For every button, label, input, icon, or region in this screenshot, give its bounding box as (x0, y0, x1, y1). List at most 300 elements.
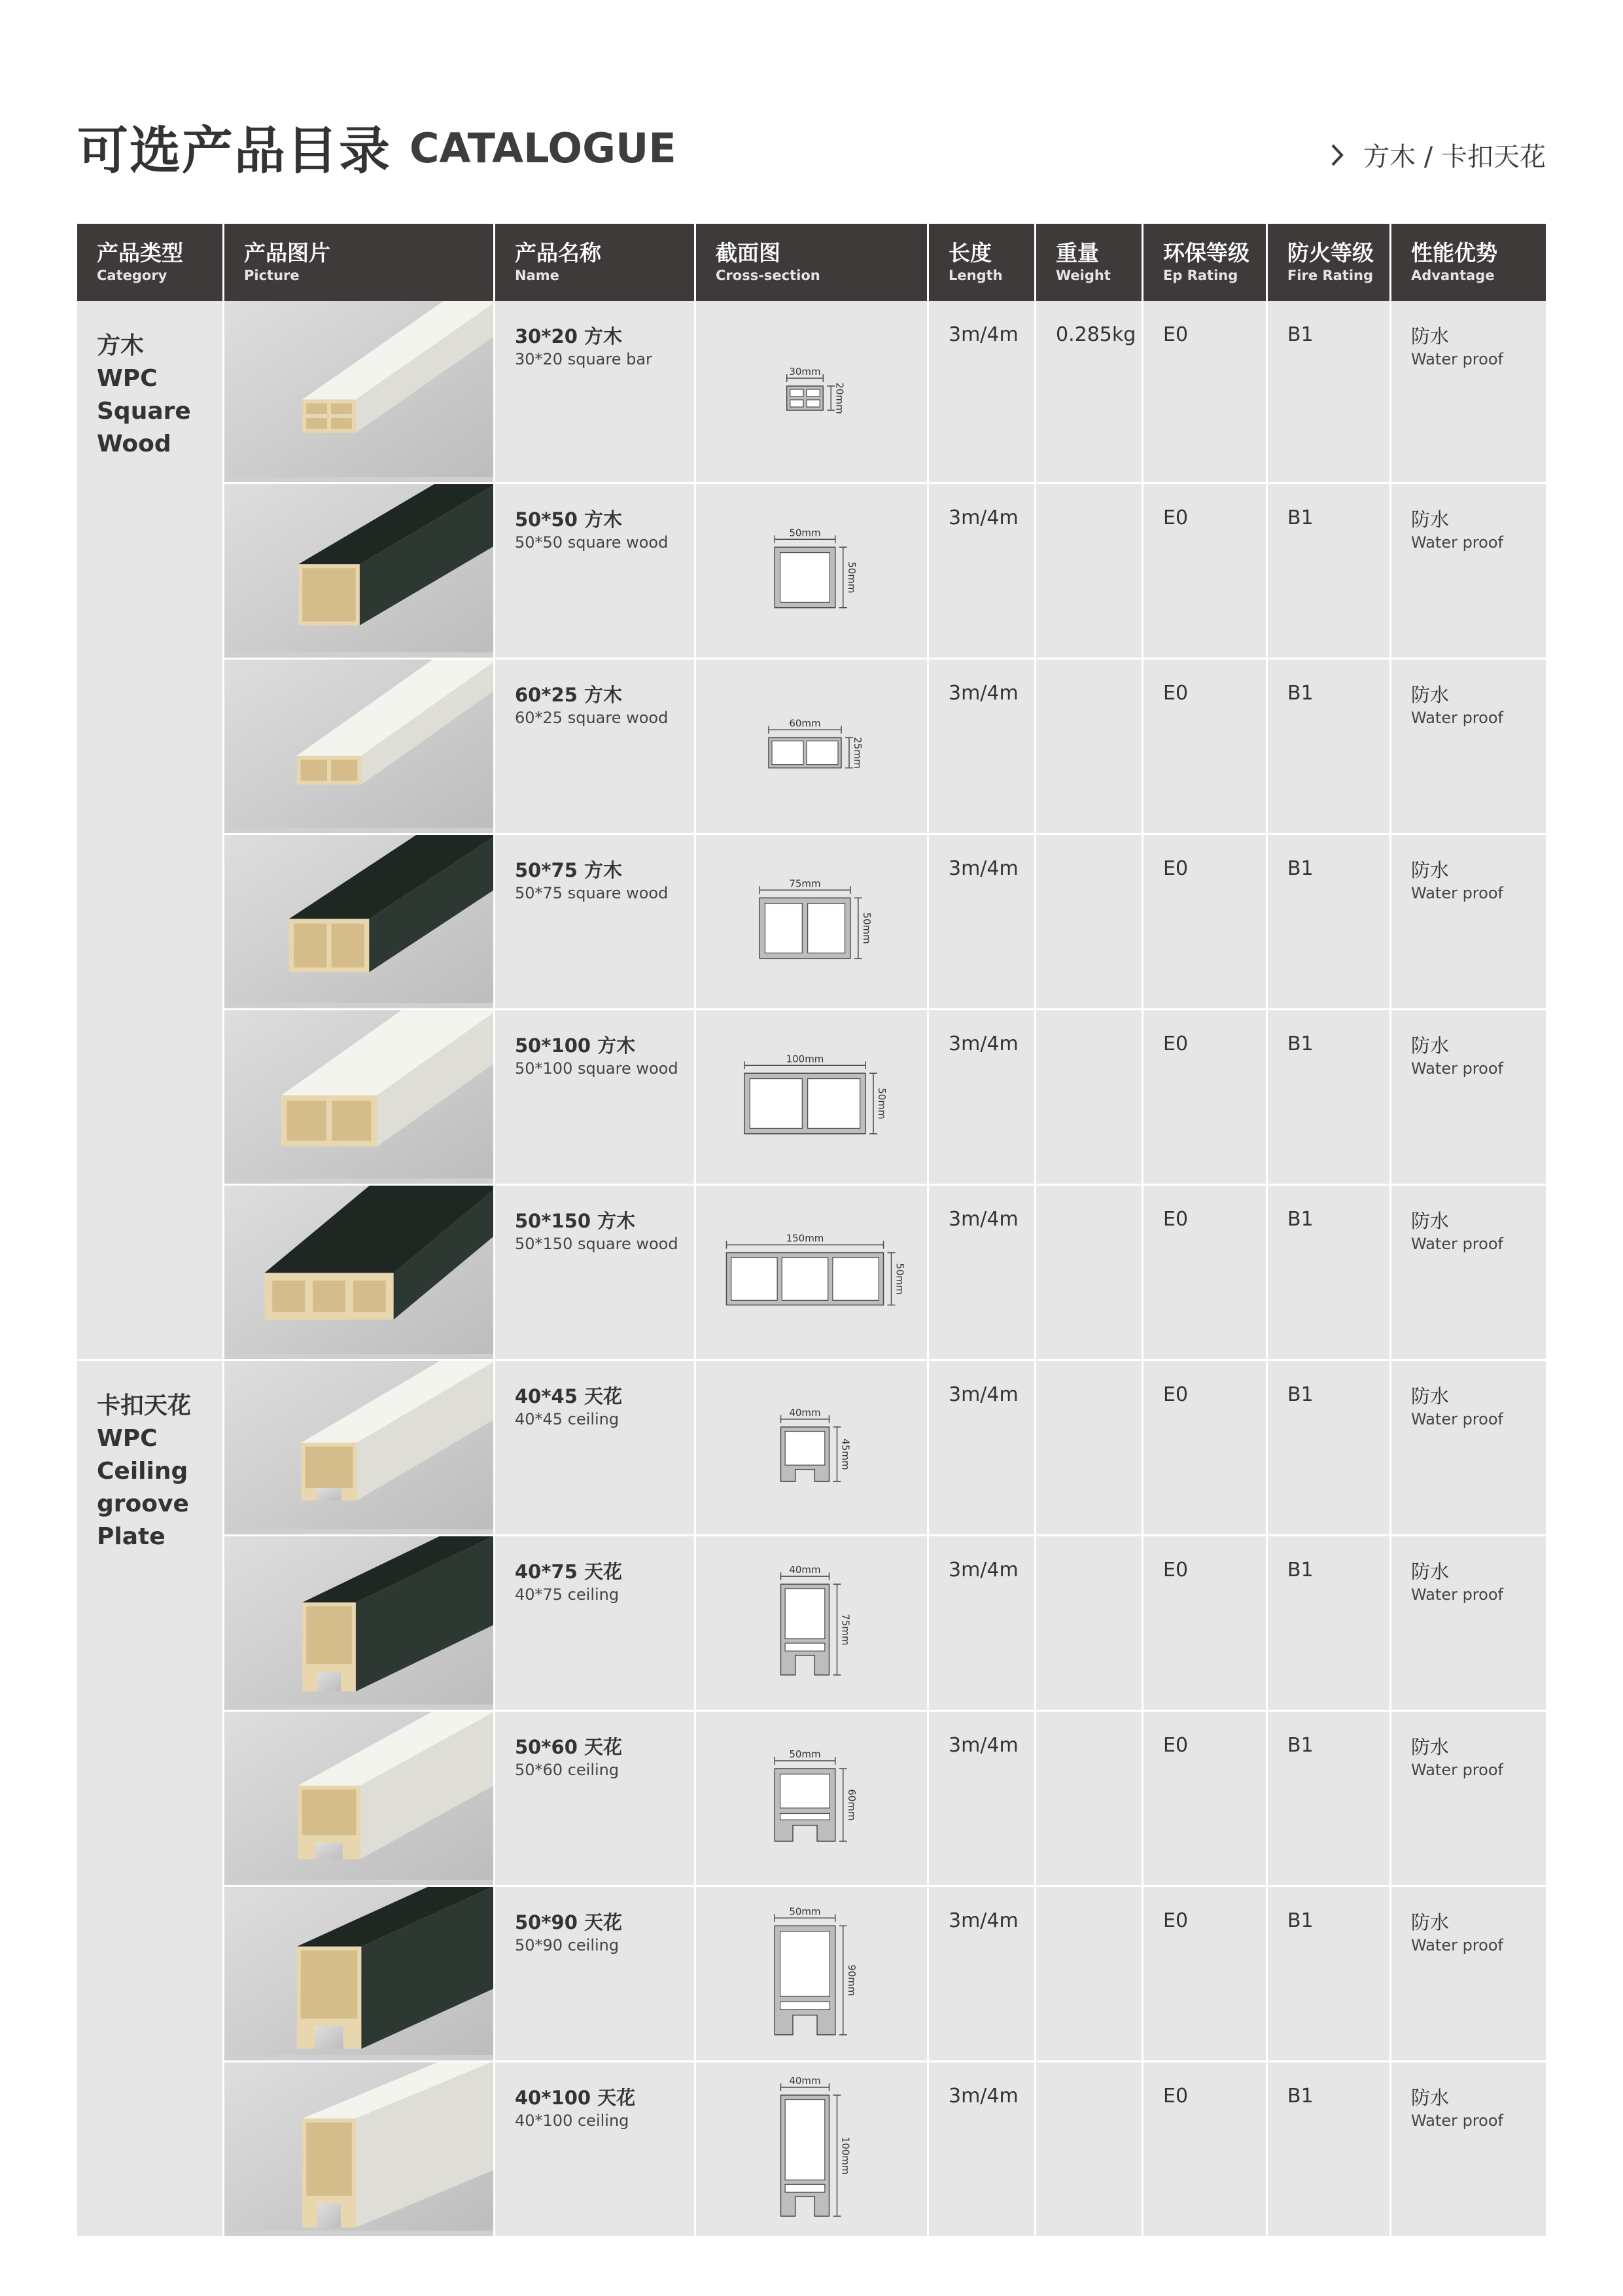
fire-rating-cell (1268, 1010, 1391, 1186)
product-name-en: 50*100 square wood (515, 1059, 678, 1078)
advantage-en: Water proof (1411, 2111, 1503, 2130)
section-hollow (780, 1932, 830, 1997)
product-name-en: 40*45 ceiling (515, 1410, 620, 1428)
col-header-en: Category (97, 268, 167, 283)
dimension-height-label: 60mm (845, 1789, 858, 1821)
table-body (77, 301, 1546, 2238)
length-value: 3m/4m (949, 682, 1019, 705)
advantage-cn: 防水 (1411, 1034, 1450, 1057)
profile-groove (317, 2204, 341, 2228)
ep-rating-value: E0 (1163, 1033, 1189, 1055)
profile-hollow (301, 760, 327, 781)
dimension-width-label: 50mm (789, 527, 821, 539)
product-name-en: 40*100 ceiling (515, 2111, 629, 2130)
col-header-cross-section (696, 224, 929, 301)
product-name-cn: 60*25 方木 (515, 684, 622, 706)
col-header-en: Picture (244, 268, 300, 283)
fire-rating-cell (1268, 484, 1391, 660)
col-header-en: Ep Rating (1163, 268, 1238, 283)
dimension-height-label: 90mm (845, 1964, 858, 1996)
advantage-cn: 防水 (1411, 325, 1450, 347)
length-value: 3m/4m (949, 506, 1019, 529)
weight-value: 0.285kg (1056, 323, 1136, 346)
cross-section-cell (696, 1712, 929, 1887)
dimension-width-label: 50mm (789, 1748, 821, 1760)
dimension-height-label: 50mm (860, 912, 873, 944)
advantage-en: Water proof (1411, 884, 1503, 902)
product-picture-cell (224, 1186, 495, 1361)
col-header-ep-rating (1143, 224, 1268, 301)
advantage-cell (1391, 301, 1546, 484)
ep-rating-cell (1143, 660, 1268, 835)
dimension-width-label: 60mm (789, 717, 821, 730)
dimension-width-label: 40mm (789, 2075, 821, 2087)
section-hollow (785, 2100, 825, 2180)
product-name-cn: 30*20 方木 (515, 325, 622, 347)
advantage-en: Water proof (1411, 1410, 1503, 1428)
profile-hollow (306, 404, 327, 415)
advantage-en: Water proof (1411, 1936, 1503, 1954)
page-header (77, 110, 1546, 182)
fire-rating-cell (1268, 301, 1391, 484)
table-header-row (77, 224, 1546, 301)
product-name-cell (495, 835, 696, 1010)
advantage-en: Water proof (1411, 1585, 1503, 1604)
length-cell (929, 1010, 1036, 1186)
weight-cell (1036, 301, 1143, 484)
dimension-width-label: 30mm (789, 366, 821, 378)
advantage-cn: 防水 (1411, 2087, 1450, 2109)
product-picture (224, 1010, 493, 1178)
product-name-cell (495, 660, 696, 835)
table-row (77, 1010, 1546, 1186)
cross-section-cell (696, 484, 929, 660)
col-header-cn: 截面图 (716, 240, 780, 266)
profile-hollow (331, 760, 357, 781)
profile-groove (317, 1488, 341, 1500)
ep-rating-value: E0 (1163, 1559, 1189, 1581)
fire-rating-value: B1 (1287, 1559, 1314, 1581)
product-picture-cell (224, 1536, 495, 1712)
product-picture-cell (224, 484, 495, 660)
product-picture-cell (224, 1010, 495, 1186)
cross-section-diagram (696, 660, 927, 828)
section-hollow (808, 1079, 860, 1129)
table-row (77, 301, 1546, 484)
product-name-cn: 50*150 方木 (515, 1210, 636, 1232)
ep-rating-value: E0 (1163, 682, 1189, 705)
product-picture (224, 1361, 493, 1529)
col-header-cn: 性能优势 (1411, 240, 1497, 266)
length-cell (929, 1536, 1036, 1712)
product-name-cell (495, 301, 696, 484)
product-name-en: 30*20 square bar (515, 350, 652, 368)
ep-rating-cell (1143, 2062, 1268, 2238)
fire-rating-cell (1268, 1887, 1391, 2062)
profile-hollow (294, 924, 326, 968)
length-cell (929, 1887, 1036, 2062)
cross-section-diagram (696, 2062, 927, 2231)
product-name-cell (495, 1010, 696, 1186)
advantage-en: Water proof (1411, 1059, 1503, 1078)
length-value: 3m/4m (949, 2085, 1019, 2108)
col-header-weight (1036, 224, 1143, 301)
cross-section-cell (696, 1010, 929, 1186)
length-value: 3m/4m (949, 1909, 1019, 1932)
advantage-cn: 防水 (1411, 1210, 1450, 1232)
product-name-cn: 50*50 方木 (515, 508, 622, 531)
product-name-cn: 50*75 方木 (515, 859, 622, 881)
table-row (77, 1712, 1546, 1887)
profile-hollow (353, 1280, 386, 1312)
dimension-width-label: 50mm (789, 1905, 821, 1918)
fire-rating-value: B1 (1287, 323, 1314, 346)
dimension-height-label: 50mm (894, 1263, 906, 1295)
length-cell (929, 660, 1036, 835)
dimension-width-label: 40mm (789, 1406, 821, 1419)
product-picture-cell (224, 835, 495, 1010)
profile-hollow (302, 568, 356, 622)
weight-cell (1036, 835, 1143, 1010)
product-name-en: 40*75 ceiling (515, 1585, 620, 1604)
advantage-cn: 防水 (1411, 1385, 1450, 1407)
weight-cell (1036, 1186, 1143, 1361)
product-name-cell (495, 1887, 696, 2062)
product-name-en: 50*50 square wood (515, 533, 669, 552)
product-name-cell (495, 1536, 696, 1712)
dimension-width-label: 75mm (789, 877, 821, 890)
product-picture (224, 2062, 493, 2231)
profile-groove (315, 1843, 343, 1859)
col-header-en: Weight (1056, 268, 1111, 283)
advantage-en: Water proof (1411, 709, 1503, 727)
ep-rating-cell (1143, 1361, 1268, 1536)
product-picture (224, 1887, 493, 2055)
weight-cell (1036, 1010, 1143, 1186)
advantage-cell (1391, 1186, 1546, 1361)
product-picture-cell (224, 660, 495, 835)
product-picture (224, 484, 493, 652)
weight-cell (1036, 1712, 1143, 1887)
cross-section-cell (696, 2062, 929, 2238)
fire-rating-value: B1 (1287, 1909, 1314, 1932)
category-cell (77, 1361, 224, 2238)
length-value: 3m/4m (949, 857, 1019, 880)
length-value: 3m/4m (949, 1734, 1019, 1757)
cross-section-diagram (696, 835, 927, 1003)
table-row (77, 484, 1546, 660)
section-hollow (807, 741, 838, 764)
page-title-en: CATALOGUE (410, 124, 676, 172)
fire-rating-value: B1 (1287, 1734, 1314, 1757)
breadcrumb[interactable] (1331, 136, 1546, 173)
cross-section-cell (696, 1361, 929, 1536)
ep-rating-value: E0 (1163, 857, 1189, 880)
profile-hollow (313, 1280, 345, 1312)
fire-rating-cell (1268, 1186, 1391, 1361)
section-hollow (807, 400, 820, 407)
profile-groove (317, 1672, 341, 1691)
fire-rating-value: B1 (1287, 682, 1314, 705)
fire-rating-value: B1 (1287, 506, 1314, 529)
advantage-cell (1391, 1887, 1546, 2062)
section-hollow (765, 904, 802, 953)
col-header-cn: 长度 (949, 240, 992, 266)
dimension-height-label: 75mm (839, 1614, 852, 1646)
product-picture-cell (224, 301, 495, 484)
dimension-height-label: 100mm (839, 2136, 852, 2175)
catalogue-table (77, 224, 1546, 2238)
col-header-cn: 产品图片 (244, 240, 330, 266)
profile-hollow (302, 1790, 356, 1835)
product-name-cell (495, 1361, 696, 1536)
product-name-cn: 40*75 天花 (515, 1561, 622, 1583)
advantage-cell (1391, 484, 1546, 660)
fire-rating-cell (1268, 1536, 1391, 1712)
chevron-right-icon (1331, 143, 1344, 167)
product-picture (224, 1536, 493, 1704)
advantage-cell (1391, 1010, 1546, 1186)
cross-section-diagram (696, 1536, 927, 1704)
product-picture (224, 1712, 493, 1880)
section-slot (785, 1643, 825, 1651)
product-picture-cell (224, 1887, 495, 2062)
ep-rating-cell (1143, 1536, 1268, 1712)
dimension-height-label: 50mm (845, 561, 858, 593)
profile-hollow (331, 404, 352, 415)
dimension-width-label: 100mm (786, 1053, 824, 1065)
cross-section-diagram (696, 1010, 927, 1178)
profile-hollow (306, 1606, 352, 1664)
fire-rating-value: B1 (1287, 857, 1314, 880)
weight-cell (1036, 660, 1143, 835)
ep-rating-value: E0 (1163, 323, 1189, 346)
table-row (77, 1186, 1546, 1361)
col-header-cn: 产品类型 (97, 240, 183, 266)
length-cell (929, 1361, 1036, 1536)
fire-rating-cell (1268, 2062, 1391, 2238)
col-header-advantage (1391, 224, 1546, 301)
section-hollow (785, 1589, 825, 1639)
weight-cell (1036, 1887, 1143, 2062)
breadcrumb-label: 方木 / 卡扣天花 (1363, 142, 1546, 172)
col-header-picture (224, 224, 495, 301)
length-cell (929, 1186, 1036, 1361)
weight-cell (1036, 484, 1143, 660)
product-name-en: 50*60 ceiling (515, 1761, 620, 1779)
product-name-cn: 50*90 天花 (515, 1911, 622, 1934)
ep-rating-cell (1143, 1712, 1268, 1887)
profile-hollow (332, 924, 364, 968)
section-hollow (808, 904, 845, 953)
advantage-en: Water proof (1411, 1761, 1503, 1779)
cross-section-diagram (696, 484, 927, 652)
category-label: 方木 WPC Square Wood (97, 332, 191, 457)
product-picture-cell (224, 2062, 495, 2238)
fire-rating-value: B1 (1287, 2085, 1314, 2108)
advantage-en: Water proof (1411, 533, 1503, 552)
cross-section-diagram (696, 1361, 927, 1529)
col-header-length (929, 224, 1036, 301)
fire-rating-cell (1268, 1712, 1391, 1887)
length-value: 3m/4m (949, 1208, 1019, 1231)
dimension-width-label: 150mm (786, 1232, 824, 1245)
ep-rating-value: E0 (1163, 2085, 1189, 2108)
profile-hollow (306, 418, 327, 429)
fire-rating-cell (1268, 1361, 1391, 1536)
cross-section-cell (696, 1887, 929, 2062)
advantage-cell (1391, 1361, 1546, 1536)
section-hollow (833, 1258, 879, 1301)
dimension-height-label: 25mm (852, 737, 864, 769)
table-row (77, 1361, 1546, 1536)
ep-rating-value: E0 (1163, 506, 1189, 529)
length-cell (929, 835, 1036, 1010)
advantage-cn: 防水 (1411, 1911, 1450, 1934)
cross-section-diagram (696, 301, 927, 477)
profile-groove (315, 2026, 343, 2049)
ep-rating-cell (1143, 835, 1268, 1010)
length-cell (929, 2062, 1036, 2238)
fire-rating-value: B1 (1287, 1033, 1314, 1055)
col-header-en: Name (515, 268, 559, 283)
advantage-cell (1391, 835, 1546, 1010)
advantage-cell (1391, 2062, 1546, 2238)
advantage-cell (1391, 1536, 1546, 1712)
fire-rating-value: B1 (1287, 1208, 1314, 1231)
ep-rating-cell (1143, 1010, 1268, 1186)
table-row (77, 660, 1546, 835)
product-name-cell (495, 1712, 696, 1887)
section-slot (780, 1813, 830, 1820)
col-header-en: Advantage (1411, 268, 1495, 283)
section-hollow (731, 1258, 777, 1301)
length-cell (929, 1712, 1036, 1887)
product-name-cell (495, 2062, 696, 2238)
cross-section-cell (696, 1536, 929, 1712)
profile-hollow (331, 418, 352, 429)
product-picture (224, 835, 493, 1003)
product-name-cn: 50*100 方木 (515, 1034, 636, 1057)
product-name-en: 50*75 square wood (515, 884, 669, 902)
advantage-cell (1391, 1712, 1546, 1887)
length-value: 3m/4m (949, 1383, 1019, 1406)
cross-section-cell (696, 660, 929, 835)
ep-rating-cell (1143, 1887, 1268, 2062)
table-row (77, 1887, 1546, 2062)
fire-rating-cell (1268, 660, 1391, 835)
cross-section-diagram (696, 1887, 927, 2055)
profile-hollow (306, 2123, 352, 2196)
product-name-en: 50*90 ceiling (515, 1936, 620, 1954)
profile-hollow (332, 1101, 371, 1141)
product-name-cn: 50*60 天花 (515, 1736, 622, 1758)
profile-hollow (272, 1280, 305, 1312)
ep-rating-cell (1143, 301, 1268, 484)
col-header-fire-rating (1268, 224, 1391, 301)
cross-section-cell (696, 301, 929, 484)
section-hollow (790, 400, 803, 407)
advantage-cn: 防水 (1411, 1561, 1450, 1583)
advantage-cn: 防水 (1411, 859, 1450, 881)
section-hollow (750, 1079, 802, 1129)
col-header-en: Length (949, 268, 1003, 283)
col-header-category (77, 224, 224, 301)
fire-rating-value: B1 (1287, 1383, 1314, 1406)
profile-hollow (305, 1447, 353, 1488)
section-hollow (780, 553, 830, 603)
fire-rating-cell (1268, 835, 1391, 1010)
section-hollow (785, 1432, 825, 1466)
section-hollow (807, 389, 820, 397)
col-header-en: Fire Rating (1287, 268, 1374, 283)
product-name-cell (495, 484, 696, 660)
advantage-cell (1391, 660, 1546, 835)
product-picture (224, 1186, 493, 1354)
product-picture (224, 301, 493, 477)
section-slot (780, 2002, 830, 2009)
dimension-height-label: 20mm (833, 382, 846, 414)
cross-section-cell (696, 1186, 929, 1361)
advantage-en: Water proof (1411, 350, 1503, 368)
advantage-cn: 防水 (1411, 508, 1450, 531)
product-name-en: 50*150 square wood (515, 1235, 678, 1253)
col-header-en: Cross-section (716, 268, 820, 283)
dimension-height-label: 45mm (839, 1438, 852, 1470)
category-cell (77, 301, 224, 1361)
length-value: 3m/4m (949, 1033, 1019, 1055)
section-hollow (780, 1774, 830, 1808)
dimension-height-label: 50mm (876, 1087, 888, 1120)
col-header-cn: 产品名称 (515, 240, 601, 266)
product-picture-cell (224, 1712, 495, 1887)
length-value: 3m/4m (949, 1559, 1019, 1581)
cross-section-diagram (696, 1186, 927, 1354)
table-row (77, 1536, 1546, 1712)
ep-rating-cell (1143, 484, 1268, 660)
section-hollow (782, 1258, 828, 1301)
ep-rating-value: E0 (1163, 1383, 1189, 1406)
length-cell (929, 301, 1036, 484)
product-picture (224, 660, 493, 828)
section-slot (785, 2184, 825, 2192)
section-hollow (772, 741, 803, 764)
col-header-name (495, 224, 696, 301)
advantage-cn: 防水 (1411, 1736, 1450, 1758)
profile-hollow (287, 1101, 326, 1141)
ep-rating-value: E0 (1163, 1208, 1189, 1231)
ep-rating-value: E0 (1163, 1734, 1189, 1757)
product-name-cell (495, 1186, 696, 1361)
table-row (77, 2062, 1546, 2238)
weight-cell (1036, 1536, 1143, 1712)
dimension-width-label: 40mm (789, 1564, 821, 1576)
weight-cell (1036, 1361, 1143, 1536)
product-picture-cell (224, 1361, 495, 1536)
cross-section-diagram (696, 1712, 927, 1880)
profile-hollow (301, 1951, 358, 2019)
product-name-cn: 40*45 天花 (515, 1385, 622, 1407)
section-hollow (790, 389, 803, 397)
col-header-cn: 环保等级 (1163, 240, 1249, 266)
product-name-cn: 40*100 天花 (515, 2087, 636, 2109)
table-row (77, 835, 1546, 1010)
advantage-cn: 防水 (1411, 684, 1450, 706)
product-name-en: 60*25 square wood (515, 709, 669, 727)
advantage-en: Water proof (1411, 1235, 1503, 1253)
ep-rating-cell (1143, 1186, 1268, 1361)
weight-cell (1036, 2062, 1143, 2238)
